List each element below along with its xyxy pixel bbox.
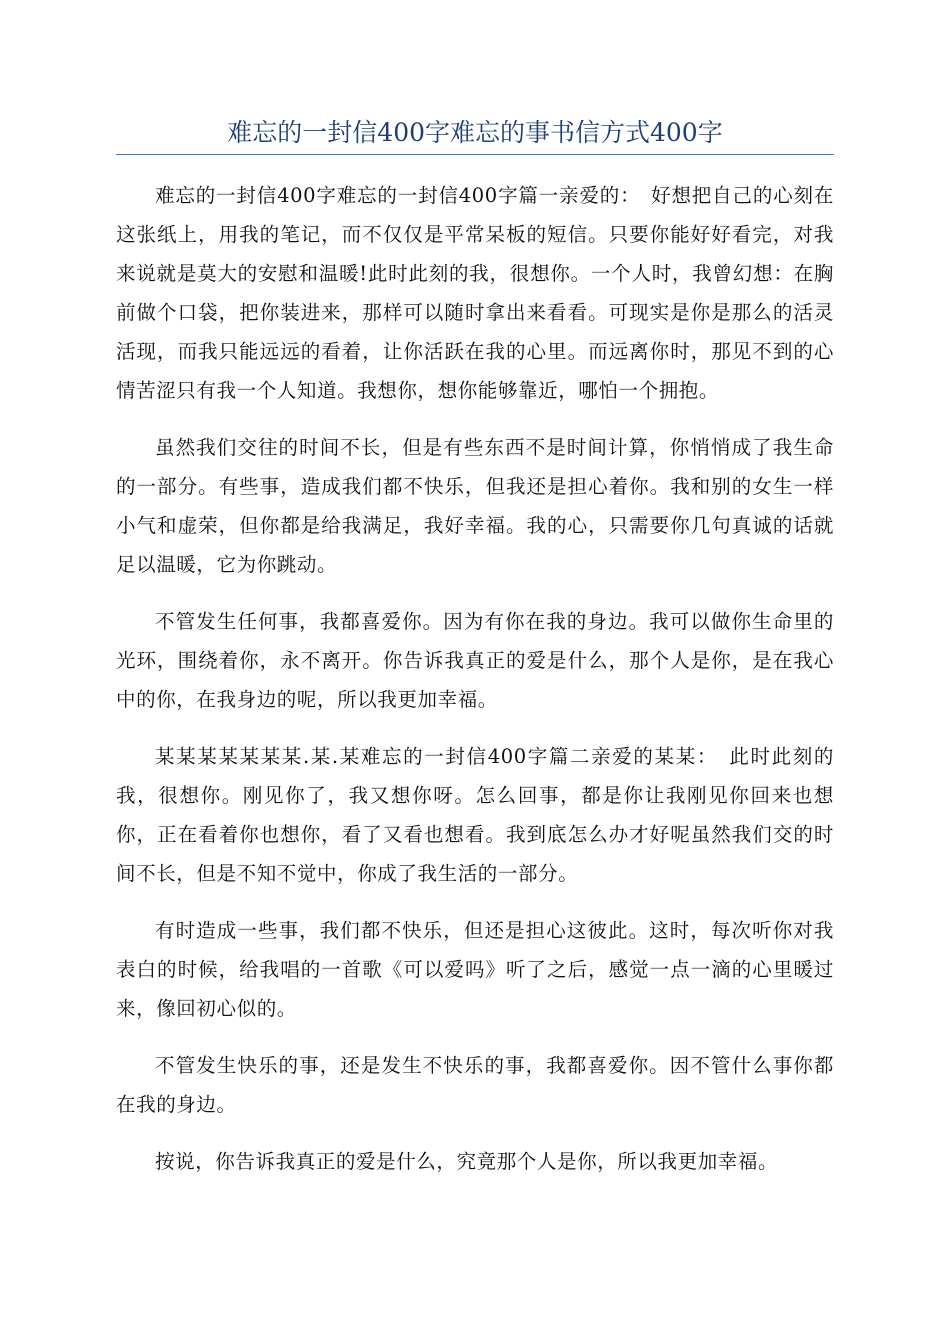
document-body (116, 176, 834, 1199)
body-paragraph: 难忘的一封信400字难忘的一封信400字篇一亲爱的： 好想把自己的心刻在这张纸上，用我的笔记，而不仅仅是平常呆板的短信。只要你能好好看完，对我来说就是莫大的安慰和温暖!此时此刻的我，很想你。一个人时，我曾幻想：在胸前做个口袋，把你装进来，那样可以随时拿出来看看。可现实是你是那么的活灵活现，而我只能远远的看着，让你活跃在我的心里。而远离你时，那见不到的心情苦涩只有我一个人知道。我想你，想你能够靠近，哪怕一个拥抱。 (116, 184, 834, 402)
body-paragraph: 某某某某某某某.某.某难忘的一封信400字篇二亲爱的某某： 此时此刻的我，很想你。刚见你了，我又想你呀。怎么回事，都是你让我刚见你回来也想你，正在看着你也想你，看了又看也想看。我到底怎么办才好呢虽然我们交的时间不长，但是不知不觉中，你成了我生活的一部分。 (116, 745, 834, 885)
body-paragraph: 有时造成一些事，我们都不快乐，但还是担心这彼此。这时，每次听你对我表白的时候，给我唱的一首歌《可以爱吗》听了之后，感觉一点一滴的心里暖过来，像回初心似的。 (116, 919, 834, 1020)
body-paragraph: 不管发生任何事，我都喜爱你。因为有你在我的身边。我可以做你生命里的光环，围绕着你，永不离开。你告诉我真正的爱是什么，那个人是你，是在我心中的你，在我身边的呢，所以我更加幸福。 (116, 610, 834, 711)
body-paragraph: 不管发生快乐的事，还是发生不快乐的事，我都喜爱你。因不管什么事你都在我的身边。 (116, 1054, 834, 1116)
body-paragraph: 按说，你告诉我真正的爱是什么，究竟那个人是你，所以我更加幸福。 (155, 1150, 779, 1173)
title-divider (116, 154, 834, 155)
body-paragraph: 虽然我们交往的时间不长，但是有些东西不是时间计算，你悄悄成了我生命的一部分。有些事，造成我们都不快乐，但我还是担心着你。我和别的女生一样小气和虚荣，但你都是给我满足，我好幸福。我的心，只需要你几句真诚的话就足以温暖，它为你跳动。 (116, 436, 834, 576)
document-title: 难忘的一封信400字难忘的事书信方式400字 (227, 118, 723, 147)
